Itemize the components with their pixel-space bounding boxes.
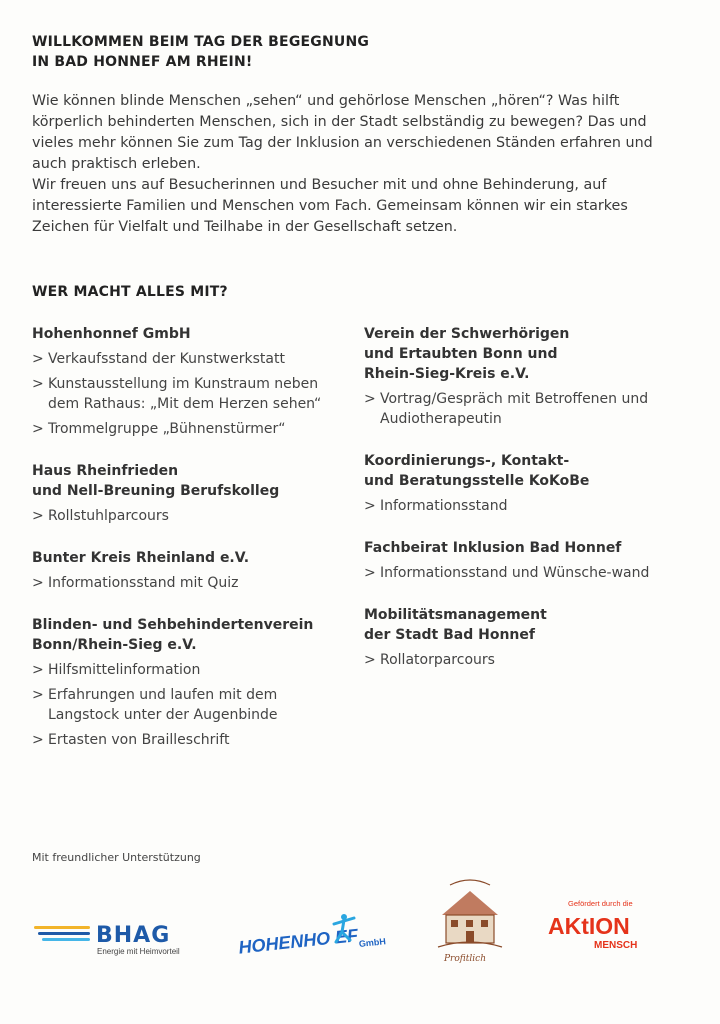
- bullet-marker: >: [32, 376, 44, 392]
- participant-block: [32, 461, 342, 526]
- bhag-word: BHAG: [96, 923, 171, 948]
- mensch-word: MENSCH: [594, 940, 638, 951]
- participant-name: [32, 615, 342, 655]
- intro-paragraph-1: Wie können blinde Menschen „sehen“ und gehörlose Menschen „hören“? Was hilft körperlich behinderten Menschen, sich in der Stadt selbständig zu bewegen? Das und vieles mehr können Sie zum Tag der Inklusion an verschiedenen Ständen erfahren und auch praktisch erleben.: [32, 93, 653, 172]
- hohenhonnef-gmbh: GmbH: [358, 936, 386, 949]
- participant-name-line: Blinden- und Sehbehindertenverein: [32, 617, 314, 633]
- participant-name-line: und Ertaubten Bonn und: [364, 346, 558, 362]
- activity-text: Informationsstand: [380, 498, 508, 514]
- activity-text: Hilfsmittelinformation: [48, 662, 201, 678]
- participant-name-line: Bonn/Rhein-Sieg e.V.: [32, 637, 197, 653]
- bullet-marker: >: [364, 565, 376, 581]
- intro-text: [32, 91, 672, 238]
- activity-item: [32, 573, 342, 593]
- bullet-marker: >: [32, 662, 44, 678]
- activity-item: [364, 650, 684, 670]
- bhag-stripe-yellow: [34, 926, 90, 929]
- activity-item: [32, 506, 342, 526]
- activity-text: Ertasten von Brailleschrift: [48, 732, 230, 748]
- welcome-heading-line2: IN BAD HONNEF AM RHEIN!: [32, 54, 253, 70]
- participants-heading: WER MACHT ALLES MIT?: [32, 284, 228, 300]
- participant-name: [32, 324, 342, 344]
- welcome-heading: [32, 32, 369, 72]
- activity-text: Vortrag/Gespräch mit Betroffenen und Audiotherapeutin: [380, 391, 649, 427]
- hohenhonnef-logo: [236, 908, 386, 956]
- aktion-word: AKtION: [548, 913, 630, 939]
- participant-block: [364, 451, 684, 516]
- activity-item: [364, 389, 684, 429]
- activity-item: [364, 563, 684, 583]
- participant-block: [32, 324, 342, 439]
- participant-name-line: Haus Rheinfrieden: [32, 463, 179, 479]
- participant-block: [32, 615, 342, 750]
- activity-item: [32, 419, 342, 439]
- bullet-marker: >: [32, 687, 44, 703]
- bhag-tagline: Energie mit Heimvorteil: [97, 947, 180, 956]
- bullet-marker: >: [364, 498, 376, 514]
- participant-name: [364, 451, 684, 491]
- aktion-mensch-sub: Gefördert durch die: [568, 899, 633, 908]
- house-emblem-logo: [436, 875, 504, 967]
- participant-name-line: Rhein-Sieg-Kreis e.V.: [364, 366, 530, 382]
- participant-name: [32, 548, 342, 568]
- participant-name-line: Koordinierungs-, Kontakt-: [364, 453, 570, 469]
- activity-text: Trommelgruppe „Bühnenstürmer“: [48, 421, 286, 437]
- activity-text: Rollatorparcours: [380, 652, 495, 668]
- participant-name-line: der Stadt Bad Honnef: [364, 627, 535, 643]
- welcome-heading-line1: WILLKOMMEN BEIM TAG DER BEGEGNUNG: [32, 34, 370, 50]
- support-label: Mit freundlicher Unterstützung: [32, 851, 201, 864]
- bullet-marker: >: [32, 351, 44, 367]
- participant-block: [32, 548, 342, 593]
- activity-item: [32, 374, 342, 414]
- participants-right-column: [364, 324, 684, 692]
- bullet-marker: >: [364, 652, 376, 668]
- participant-block: [364, 605, 684, 670]
- activity-item: [32, 349, 342, 369]
- participant-name: [364, 324, 684, 384]
- activity-text: Informationsstand und Wünsche-wand: [380, 565, 650, 581]
- participant-name-line: Mobilitätsmanagement: [364, 607, 547, 623]
- participants-left-column: [32, 324, 342, 772]
- participant-name-line: Verein der Schwerhörigen: [364, 326, 570, 342]
- participant-name-line: Fachbeirat Inklusion Bad Honnef: [364, 540, 622, 556]
- emblem-script: Profitlich: [444, 954, 486, 964]
- participant-name: [364, 538, 684, 558]
- participant-block: [364, 538, 684, 583]
- participant-name: [32, 461, 342, 501]
- bhag-stripe-cyan: [42, 938, 90, 941]
- bhag-stripe-blue: [38, 932, 90, 935]
- bullet-marker: >: [32, 508, 44, 524]
- participant-name-line: Bunter Kreis Rheinland e.V.: [32, 550, 250, 566]
- bullet-marker: >: [32, 575, 44, 591]
- activity-item: [32, 685, 342, 725]
- activity-text: Kunstausstellung im Kunstraum neben dem Rathaus: „Mit dem Herzen sehen“: [48, 376, 322, 412]
- activity-text: Verkaufsstand der Kunstwerkstatt: [48, 351, 285, 367]
- participant-name-line: und Nell-Breuning Berufskolleg: [32, 483, 280, 499]
- hohenhonnef-word: HOHENHO EF: [237, 925, 360, 956]
- activity-text: Rollstuhlparcours: [48, 508, 169, 524]
- bullet-marker: >: [364, 391, 376, 407]
- participant-block: [364, 324, 684, 429]
- participant-name-line: Hohenhonnef GmbH: [32, 326, 191, 342]
- bullet-marker: >: [32, 421, 44, 437]
- bhag-logo: [34, 916, 194, 960]
- aktion-mensch-logo: [546, 894, 652, 956]
- activity-item: [32, 730, 342, 750]
- activity-item: [364, 496, 684, 516]
- intro-paragraph-2: Wir freuen uns auf Besucherinnen und Besucher mit und ohne Behinderung, auf interessierte Familien und Menschen vom Fach. Gemeinsam können wir ein starkes Zeichen für Vielfalt und Teilhabe in der Gesellschaft setzen.: [32, 177, 628, 235]
- participant-name-line: und Beratungsstelle KoKoBe: [364, 473, 590, 489]
- activity-text: Erfahrungen und laufen mit dem Langstock unter der Augenbinde: [48, 687, 278, 723]
- activity-item: [32, 660, 342, 680]
- bullet-marker: >: [32, 732, 44, 748]
- participant-name: [364, 605, 684, 645]
- activity-text: Informationsstand mit Quiz: [48, 575, 239, 591]
